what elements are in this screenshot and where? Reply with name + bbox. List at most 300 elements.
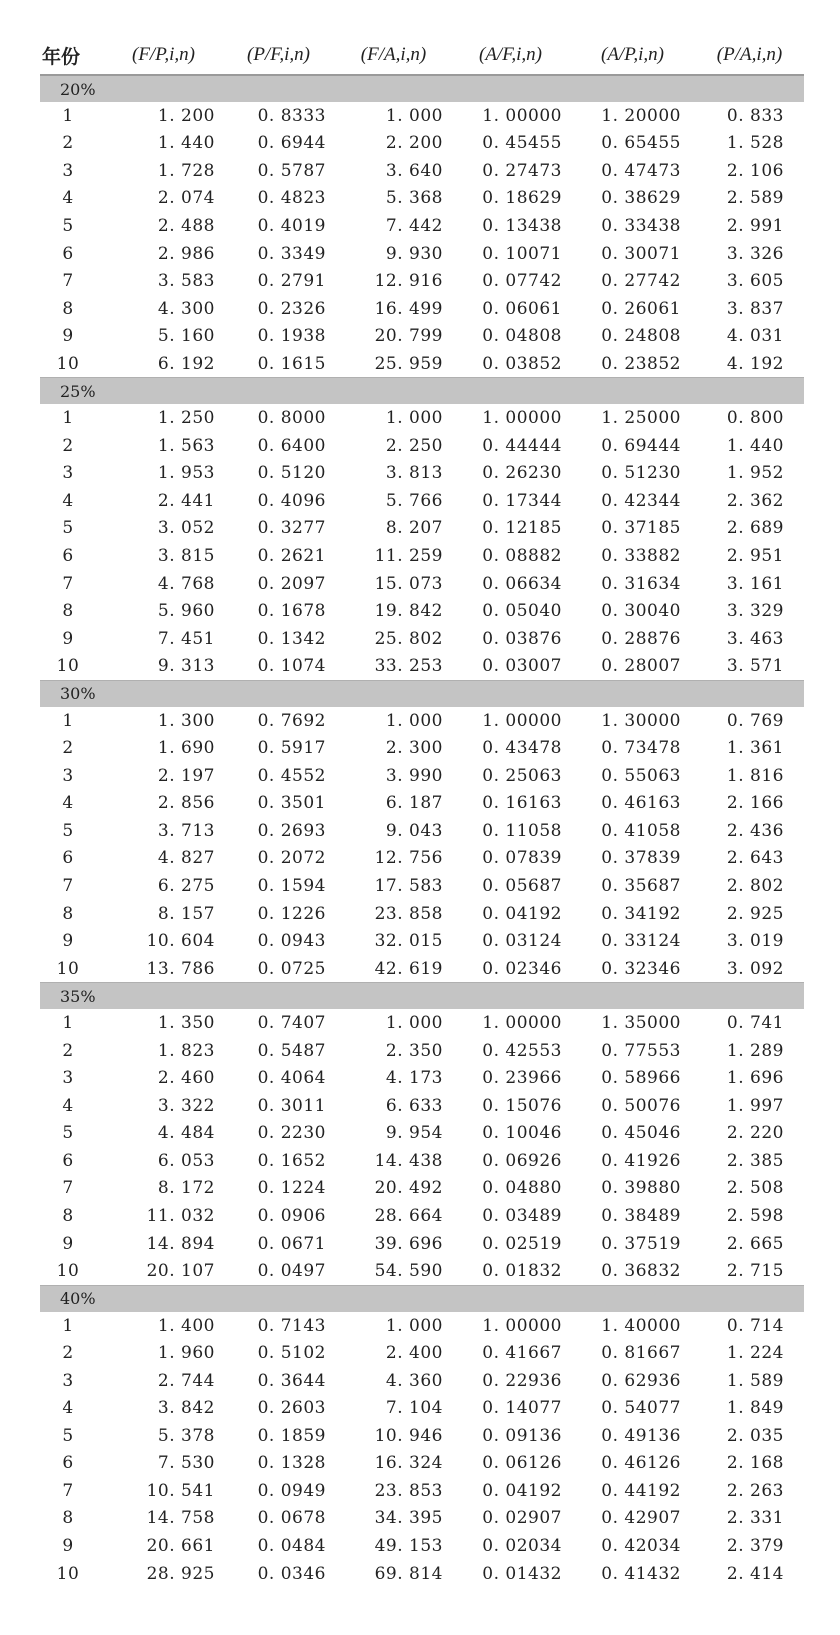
fa-value-cell: 10. 946 <box>374 1425 443 1446</box>
ap-value-cell: 0. 32346 <box>601 958 681 979</box>
ap-value-cell: 1. 25000 <box>601 408 681 429</box>
year-cell: 8 <box>62 601 74 622</box>
pf-value-cell: 0. 0943 <box>257 931 326 952</box>
af-value-cell: 0. 17344 <box>482 490 562 511</box>
table-header <box>40 36 804 75</box>
pa-value-cell: 2. 220 <box>726 1123 784 1144</box>
pa-value-cell: 2. 665 <box>726 1233 784 1254</box>
pf-value-cell: 0. 0906 <box>257 1206 326 1226</box>
table-body <box>40 75 804 1587</box>
fa-value-cell: 11. 259 <box>374 545 443 566</box>
fp-value-cell: 5. 378 <box>157 1425 215 1446</box>
pf-value-cell: 0. 5917 <box>257 738 326 759</box>
pa-value-cell: 4. 192 <box>726 353 784 374</box>
pa-value-cell: 2. 689 <box>726 518 784 539</box>
fa-value-cell: 16. 499 <box>374 298 443 319</box>
fa-value-cell: 8. 207 <box>385 518 443 539</box>
fp-value-cell: 10. 604 <box>146 931 215 952</box>
fa-value-cell: 16. 324 <box>374 1453 443 1474</box>
ap-value-cell: 0. 54077 <box>601 1398 681 1419</box>
fp-column-header: (F/P,i,n) <box>106 36 221 75</box>
pf-value-cell: 0. 4019 <box>257 215 326 236</box>
table-row <box>40 707 804 735</box>
af-value-cell: 0. 27473 <box>482 160 562 181</box>
pf-value-cell: 0. 7692 <box>257 710 326 731</box>
fp-value-cell: 1. 960 <box>157 1343 215 1364</box>
pf-value-cell: 0. 1652 <box>257 1150 326 1171</box>
af-value-cell: 0. 25063 <box>482 765 562 786</box>
pf-value-cell: 0. 2693 <box>257 820 326 841</box>
table-row <box>40 1009 804 1037</box>
pa-value-cell: 3. 019 <box>726 931 784 952</box>
fp-value-cell: 8. 172 <box>157 1178 215 1199</box>
ap-value-cell: 0. 30040 <box>601 601 681 622</box>
fp-value-cell: 3. 322 <box>157 1095 215 1116</box>
year-cell: 7 <box>62 1480 74 1501</box>
fa-value-cell: 1. 000 <box>385 408 443 429</box>
rate-group-row <box>40 378 804 405</box>
year-cell: 7 <box>62 271 74 292</box>
pf-value-cell: 0. 5120 <box>257 463 326 484</box>
rate-group-label: 30% <box>40 680 804 707</box>
fa-value-cell: 25. 959 <box>374 353 443 374</box>
ap-value-cell: 0. 41058 <box>601 820 681 841</box>
pf-value-cell: 0. 1615 <box>257 353 326 374</box>
ap-value-cell: 0. 38629 <box>601 188 681 209</box>
table-row <box>40 1395 804 1423</box>
fa-value-cell: 2. 400 <box>385 1343 443 1364</box>
fa-value-cell: 1. 000 <box>385 1315 443 1336</box>
pa-value-cell: 0. 800 <box>726 408 784 429</box>
pf-value-cell: 0. 0678 <box>257 1508 326 1529</box>
ap-value-cell: 0. 49136 <box>601 1425 681 1446</box>
rate-group-row <box>40 1285 804 1312</box>
table-row <box>40 1505 804 1533</box>
fp-value-cell: 2. 986 <box>157 243 215 264</box>
af-value-cell: 0. 04880 <box>482 1178 562 1199</box>
af-value-cell: 0. 45455 <box>482 133 562 154</box>
ap-value-cell: 0. 58966 <box>601 1068 681 1089</box>
fp-value-cell: 14. 894 <box>146 1233 215 1254</box>
pa-column-header: (P/A,i,n) <box>695 36 804 75</box>
table-row <box>40 1065 804 1093</box>
year-cell: 8 <box>62 1508 74 1529</box>
ap-value-cell: 0. 44192 <box>601 1480 681 1501</box>
ap-value-cell: 0. 37519 <box>601 1233 681 1254</box>
fp-value-cell: 2. 074 <box>157 188 215 209</box>
table-row <box>40 872 804 900</box>
fp-value-cell: 2. 744 <box>157 1370 215 1391</box>
af-value-cell: 0. 18629 <box>482 188 562 209</box>
ap-value-cell: 0. 27742 <box>601 271 681 292</box>
table-row <box>40 404 804 432</box>
ap-value-cell: 0. 50076 <box>601 1095 681 1116</box>
table-row <box>40 1367 804 1395</box>
fp-value-cell: 1. 400 <box>157 1315 215 1336</box>
ap-value-cell: 0. 47473 <box>601 160 681 181</box>
year-cell: 9 <box>62 1233 74 1254</box>
year-cell: 7 <box>62 1178 74 1199</box>
pf-value-cell: 0. 2072 <box>257 848 326 869</box>
pa-value-cell: 2. 263 <box>726 1480 784 1501</box>
pf-value-cell: 0. 0484 <box>257 1536 326 1557</box>
ap-value-cell: 0. 33124 <box>601 931 681 952</box>
year-cell: 9 <box>62 628 74 649</box>
pf-value-cell: 0. 4552 <box>257 765 326 786</box>
pa-value-cell: 2. 106 <box>726 160 784 181</box>
pa-value-cell: 2. 715 <box>726 1261 784 1282</box>
af-value-cell: 0. 03007 <box>482 656 562 677</box>
af-column-header: (A/F,i,n) <box>451 36 570 75</box>
year-cell: 2 <box>62 1040 74 1061</box>
table-row <box>40 570 804 598</box>
table-row <box>40 900 804 928</box>
pa-value-cell: 1. 696 <box>726 1068 784 1089</box>
year-cell: 4 <box>62 188 74 209</box>
af-value-cell: 0. 06926 <box>482 1150 562 1171</box>
table-row <box>40 1147 804 1175</box>
pa-value-cell: 3. 161 <box>726 573 784 594</box>
ap-value-cell: 0. 46126 <box>601 1453 681 1474</box>
pf-value-cell: 0. 2621 <box>257 545 326 566</box>
fa-value-cell: 6. 187 <box>385 793 443 814</box>
fa-value-cell: 19. 842 <box>374 601 443 622</box>
fa-value-cell: 32. 015 <box>374 931 443 952</box>
ap-value-cell: 0. 28007 <box>601 656 681 677</box>
rate-group-row <box>40 680 804 707</box>
fp-value-cell: 3. 052 <box>157 518 215 539</box>
pf-value-cell: 0. 2097 <box>257 573 326 594</box>
fa-value-cell: 9. 930 <box>385 243 443 264</box>
table-row <box>40 1120 804 1148</box>
year-cell: 10 <box>56 1261 80 1282</box>
fa-value-cell: 12. 916 <box>374 271 443 292</box>
ap-value-cell: 0. 69444 <box>601 435 681 456</box>
fa-value-cell: 39. 696 <box>374 1233 443 1254</box>
year-cell: 4 <box>62 793 74 814</box>
af-value-cell: 0. 44444 <box>482 435 562 456</box>
fp-value-cell: 14. 758 <box>146 1508 215 1529</box>
table-row <box>40 1092 804 1120</box>
af-value-cell: 0. 02907 <box>482 1508 562 1529</box>
fa-value-cell: 7. 442 <box>385 215 443 236</box>
year-cell: 2 <box>62 738 74 759</box>
pa-value-cell: 3. 092 <box>726 958 784 979</box>
year-cell: 6 <box>62 243 74 264</box>
fa-value-cell: 1. 000 <box>385 1013 443 1034</box>
pf-value-cell: 0. 7407 <box>257 1013 326 1034</box>
table-row <box>40 817 804 845</box>
pa-value-cell: 2. 925 <box>726 903 784 924</box>
af-value-cell: 0. 01832 <box>482 1261 562 1282</box>
af-value-cell: 0. 13438 <box>482 215 562 236</box>
pf-value-cell: 0. 5102 <box>257 1343 326 1364</box>
af-value-cell: 1. 00000 <box>482 1013 562 1034</box>
table-row <box>40 212 804 240</box>
year-cell: 3 <box>62 160 74 181</box>
af-value-cell: 1. 00000 <box>482 408 562 429</box>
pa-value-cell: 2. 166 <box>726 793 784 814</box>
pf-value-cell: 0. 0497 <box>257 1261 326 1282</box>
table-row <box>40 157 804 185</box>
fp-value-cell: 7. 451 <box>157 628 215 649</box>
table-row <box>40 432 804 460</box>
fp-value-cell: 2. 460 <box>157 1068 215 1089</box>
ap-value-cell: 0. 33438 <box>601 215 681 236</box>
pa-value-cell: 2. 802 <box>726 875 784 896</box>
fa-value-cell: 1. 000 <box>385 105 443 126</box>
table-row <box>40 790 804 818</box>
ap-column-header: (A/P,i,n) <box>570 36 695 75</box>
ap-value-cell: 0. 55063 <box>601 765 681 786</box>
af-value-cell: 0. 14077 <box>482 1398 562 1419</box>
year-cell: 6 <box>62 1453 74 1474</box>
table-row <box>40 130 804 158</box>
fp-value-cell: 20. 661 <box>146 1536 215 1557</box>
year-cell: 1 <box>62 1315 74 1336</box>
fa-value-cell: 9. 954 <box>385 1123 443 1144</box>
table-row <box>40 542 804 570</box>
year-cell: 10 <box>56 958 80 979</box>
fa-value-cell: 23. 853 <box>374 1480 443 1501</box>
pf-value-cell: 0. 1328 <box>257 1453 326 1474</box>
fp-value-cell: 4. 768 <box>157 573 215 594</box>
ap-value-cell: 1. 40000 <box>601 1315 681 1336</box>
pa-value-cell: 2. 035 <box>726 1425 784 1446</box>
af-value-cell: 0. 03852 <box>482 353 562 374</box>
year-cell: 1 <box>62 710 74 731</box>
year-cell: 2 <box>62 435 74 456</box>
pa-value-cell: 1. 440 <box>726 435 784 456</box>
fa-value-cell: 49. 153 <box>374 1536 443 1557</box>
rate-group-label: 25% <box>40 378 804 405</box>
af-value-cell: 0. 06634 <box>482 573 562 594</box>
fa-value-cell: 12. 756 <box>374 848 443 869</box>
pa-value-cell: 1. 589 <box>726 1370 784 1391</box>
fp-value-cell: 4. 484 <box>157 1123 215 1144</box>
year-cell: 3 <box>62 765 74 786</box>
ap-value-cell: 1. 20000 <box>601 105 681 126</box>
af-value-cell: 0. 16163 <box>482 793 562 814</box>
pa-value-cell: 3. 329 <box>726 601 784 622</box>
pa-value-cell: 2. 598 <box>726 1206 784 1226</box>
fp-value-cell: 3. 713 <box>157 820 215 841</box>
interest-factor-table-container <box>40 36 804 1587</box>
af-value-cell: 0. 23966 <box>482 1068 562 1089</box>
pf-value-cell: 0. 1938 <box>257 326 326 347</box>
pf-value-cell: 0. 7143 <box>257 1315 326 1336</box>
pa-value-cell: 2. 508 <box>726 1178 784 1199</box>
pa-value-cell: 0. 714 <box>726 1315 784 1336</box>
ap-value-cell: 0. 37185 <box>601 518 681 539</box>
rate-group-row <box>40 75 804 102</box>
af-value-cell: 0. 02519 <box>482 1233 562 1254</box>
header-row <box>40 36 804 75</box>
ap-value-cell: 0. 42907 <box>601 1508 681 1529</box>
fp-value-cell: 1. 953 <box>157 463 215 484</box>
fa-value-cell: 5. 368 <box>385 188 443 209</box>
fp-value-cell: 2. 197 <box>157 765 215 786</box>
pa-value-cell: 1. 952 <box>726 463 784 484</box>
fp-value-cell: 6. 275 <box>157 875 215 896</box>
year-cell: 6 <box>62 848 74 869</box>
af-value-cell: 0. 04192 <box>482 1480 562 1501</box>
year-cell: 9 <box>62 931 74 952</box>
year-cell: 7 <box>62 573 74 594</box>
table-row <box>40 322 804 350</box>
af-value-cell: 0. 08882 <box>482 545 562 566</box>
fp-value-cell: 10. 541 <box>146 1480 215 1501</box>
af-value-cell: 0. 04808 <box>482 326 562 347</box>
fp-value-cell: 5. 960 <box>157 601 215 622</box>
fa-value-cell: 7. 104 <box>385 1398 443 1419</box>
af-value-cell: 1. 00000 <box>482 1315 562 1336</box>
fa-value-cell: 33. 253 <box>374 656 443 677</box>
pf-value-cell: 0. 0671 <box>257 1233 326 1254</box>
af-value-cell: 0. 01432 <box>482 1563 562 1584</box>
year-cell: 1 <box>62 1013 74 1034</box>
fp-value-cell: 3. 842 <box>157 1398 215 1419</box>
year-cell: 10 <box>56 353 80 374</box>
fp-value-cell: 1. 728 <box>157 160 215 181</box>
year-cell: 5 <box>62 820 74 841</box>
fp-value-cell: 7. 530 <box>157 1453 215 1474</box>
table-row <box>40 240 804 268</box>
fp-value-cell: 8. 157 <box>157 903 215 924</box>
pf-value-cell: 0. 0949 <box>257 1480 326 1501</box>
fa-value-cell: 5. 766 <box>385 490 443 511</box>
fp-value-cell: 6. 192 <box>157 353 215 374</box>
table-row <box>40 1230 804 1258</box>
table-row <box>40 102 804 130</box>
pf-column-header: (P/F,i,n) <box>221 36 336 75</box>
fp-value-cell: 1. 563 <box>157 435 215 456</box>
ap-value-cell: 0. 77553 <box>601 1040 681 1061</box>
fa-value-cell: 54. 590 <box>374 1261 443 1282</box>
pf-value-cell: 0. 3011 <box>257 1095 326 1116</box>
pa-value-cell: 3. 326 <box>726 243 784 264</box>
pa-value-cell: 2. 436 <box>726 820 784 841</box>
year-cell: 8 <box>62 298 74 319</box>
pa-value-cell: 1. 849 <box>726 1398 784 1419</box>
table-row <box>40 625 804 653</box>
fp-value-cell: 1. 200 <box>157 105 215 126</box>
table-row <box>40 487 804 515</box>
year-cell: 3 <box>62 1370 74 1391</box>
af-value-cell: 0. 12185 <box>482 518 562 539</box>
fa-value-cell: 3. 640 <box>385 160 443 181</box>
fa-value-cell: 15. 073 <box>374 573 443 594</box>
fa-value-cell: 3. 813 <box>385 463 443 484</box>
ap-value-cell: 0. 23852 <box>601 353 681 374</box>
fa-column-header: (F/A,i,n) <box>336 36 451 75</box>
ap-value-cell: 1. 35000 <box>601 1013 681 1034</box>
ap-value-cell: 0. 51230 <box>601 463 681 484</box>
fa-value-cell: 17. 583 <box>374 875 443 896</box>
pf-value-cell: 0. 3277 <box>257 518 326 539</box>
fp-value-cell: 1. 250 <box>157 408 215 429</box>
af-value-cell: 0. 05687 <box>482 875 562 896</box>
table-row <box>40 1532 804 1560</box>
fa-value-cell: 2. 300 <box>385 738 443 759</box>
interest-factor-table <box>40 36 804 1587</box>
ap-value-cell: 0. 28876 <box>601 628 681 649</box>
af-value-cell: 0. 42553 <box>482 1040 562 1061</box>
pa-value-cell: 1. 289 <box>726 1040 784 1061</box>
pa-value-cell: 4. 031 <box>726 326 784 347</box>
year-cell: 5 <box>62 1425 74 1446</box>
table-row <box>40 185 804 213</box>
fa-value-cell: 3. 990 <box>385 765 443 786</box>
fp-value-cell: 4. 300 <box>157 298 215 319</box>
table-row <box>40 515 804 543</box>
af-value-cell: 0. 03489 <box>482 1206 562 1226</box>
pa-value-cell: 2. 414 <box>726 1563 784 1584</box>
pf-value-cell: 0. 4823 <box>257 188 326 209</box>
rate-group-label: 35% <box>40 983 804 1010</box>
fp-value-cell: 11. 032 <box>146 1206 215 1226</box>
ap-value-cell: 0. 41926 <box>601 1150 681 1171</box>
ap-value-cell: 0. 34192 <box>601 903 681 924</box>
ap-value-cell: 0. 46163 <box>601 793 681 814</box>
ap-value-cell: 0. 36832 <box>601 1261 681 1282</box>
pf-value-cell: 0. 8333 <box>257 105 326 126</box>
fp-value-cell: 3. 583 <box>157 271 215 292</box>
pf-value-cell: 0. 1859 <box>257 1425 326 1446</box>
pa-value-cell: 1. 816 <box>726 765 784 786</box>
year-column-header: 年份 <box>40 36 106 75</box>
af-value-cell: 0. 06126 <box>482 1453 562 1474</box>
fa-value-cell: 2. 250 <box>385 435 443 456</box>
year-cell: 5 <box>62 1123 74 1144</box>
pf-value-cell: 0. 1074 <box>257 656 326 677</box>
pa-value-cell: 2. 589 <box>726 188 784 209</box>
table-row <box>40 1312 804 1340</box>
year-cell: 1 <box>62 105 74 126</box>
fa-value-cell: 14. 438 <box>374 1150 443 1171</box>
year-cell: 6 <box>62 1150 74 1171</box>
fp-value-cell: 3. 815 <box>157 545 215 566</box>
fp-value-cell: 1. 823 <box>157 1040 215 1061</box>
fp-value-cell: 2. 488 <box>157 215 215 236</box>
pf-value-cell: 0. 2791 <box>257 271 326 292</box>
pf-value-cell: 0. 6400 <box>257 435 326 456</box>
pa-value-cell: 2. 991 <box>726 215 784 236</box>
year-cell: 6 <box>62 545 74 566</box>
fp-value-cell: 1. 300 <box>157 710 215 731</box>
pa-value-cell: 3. 837 <box>726 298 784 319</box>
year-cell: 5 <box>62 215 74 236</box>
pf-value-cell: 0. 3501 <box>257 793 326 814</box>
year-cell: 9 <box>62 1536 74 1557</box>
pa-value-cell: 1. 528 <box>726 133 784 154</box>
year-cell: 8 <box>62 903 74 924</box>
table-row <box>40 1339 804 1367</box>
pa-value-cell: 0. 769 <box>726 710 784 731</box>
ap-value-cell: 0. 81667 <box>601 1343 681 1364</box>
ap-value-cell: 0. 30071 <box>601 243 681 264</box>
year-cell: 4 <box>62 1398 74 1419</box>
af-value-cell: 0. 10071 <box>482 243 562 264</box>
pa-value-cell: 2. 951 <box>726 545 784 566</box>
pa-value-cell: 2. 362 <box>726 490 784 511</box>
ap-value-cell: 0. 42344 <box>601 490 681 511</box>
table-row <box>40 295 804 323</box>
af-value-cell: 0. 09136 <box>482 1425 562 1446</box>
table-row <box>40 267 804 295</box>
pf-value-cell: 0. 4064 <box>257 1068 326 1089</box>
pa-value-cell: 3. 605 <box>726 271 784 292</box>
